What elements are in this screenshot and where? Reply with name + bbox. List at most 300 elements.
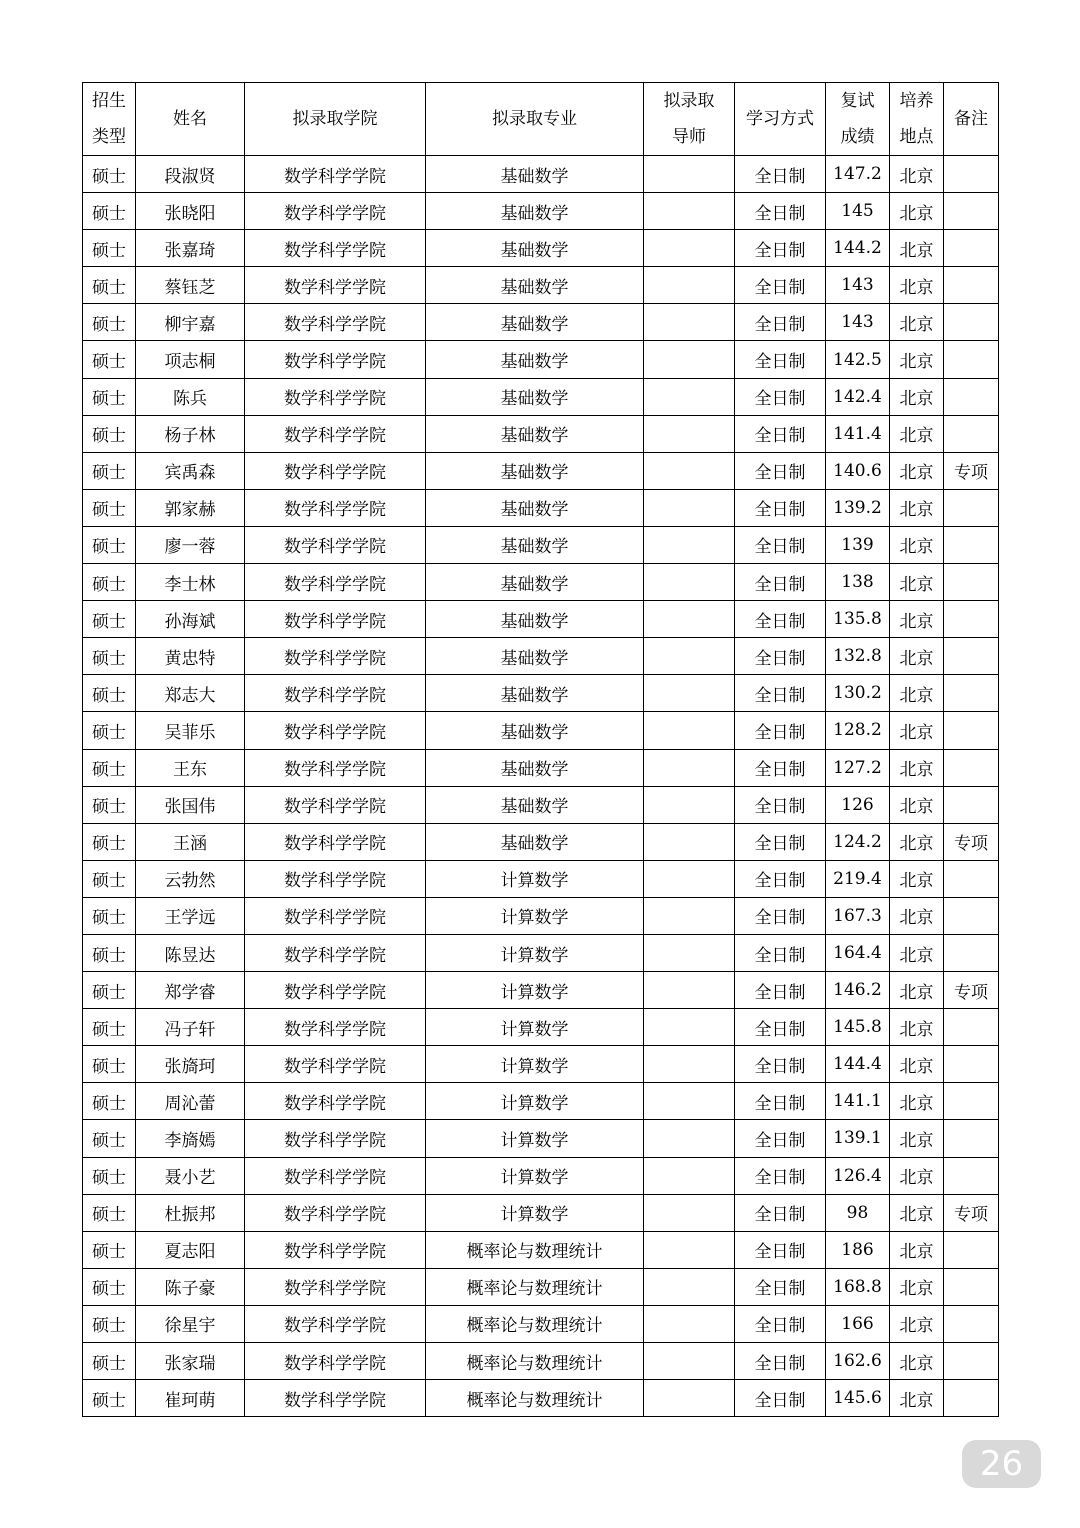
cell-score: 167.3 — [826, 897, 890, 934]
cell-mode: 全日制 — [735, 1194, 826, 1231]
cell-score: 186 — [826, 1231, 890, 1268]
cell-note — [944, 601, 999, 638]
cell-major: 基础数学 — [426, 712, 644, 749]
cell-name: 李士林 — [136, 564, 245, 601]
cell-location: 北京 — [890, 378, 944, 415]
cell-location: 北京 — [890, 601, 944, 638]
table-row — [83, 712, 999, 749]
cell-mode: 全日制 — [735, 1343, 826, 1380]
cell-mode: 全日制 — [735, 1268, 826, 1305]
cell-note — [944, 1009, 999, 1046]
cell-college: 数学科学学院 — [245, 564, 426, 601]
table-row — [83, 1083, 999, 1120]
cell-score: 126 — [826, 786, 890, 823]
cell-major: 概率论与数理统计 — [426, 1343, 644, 1380]
cell-major: 计算数学 — [426, 1083, 644, 1120]
cell-score: 98 — [826, 1194, 890, 1231]
cell-location: 北京 — [890, 860, 944, 897]
cell-advisor — [644, 564, 735, 601]
cell-college: 数学科学学院 — [245, 823, 426, 860]
header-mode: 学习方式 — [735, 83, 826, 156]
cell-type: 硕士 — [83, 972, 136, 1009]
table-row — [83, 415, 999, 452]
cell-college: 数学科学学院 — [245, 415, 426, 452]
cell-location: 北京 — [890, 972, 944, 1009]
cell-location: 北京 — [890, 823, 944, 860]
cell-note — [944, 1120, 999, 1157]
cell-location: 北京 — [890, 156, 944, 193]
cell-major: 基础数学 — [426, 378, 644, 415]
cell-mode: 全日制 — [735, 934, 826, 971]
cell-name: 王学远 — [136, 897, 245, 934]
cell-advisor — [644, 638, 735, 675]
cell-major: 基础数学 — [426, 564, 644, 601]
cell-name: 张国伟 — [136, 786, 245, 823]
cell-advisor — [644, 1157, 735, 1194]
cell-mode: 全日制 — [735, 156, 826, 193]
cell-type: 硕士 — [83, 1268, 136, 1305]
cell-advisor — [644, 823, 735, 860]
cell-location: 北京 — [890, 749, 944, 786]
cell-mode: 全日制 — [735, 193, 826, 230]
cell-score: 141.4 — [826, 415, 890, 452]
cell-note: 专项 — [944, 972, 999, 1009]
cell-name: 夏志阳 — [136, 1231, 245, 1268]
admission-table — [82, 82, 999, 1417]
cell-location: 北京 — [890, 452, 944, 489]
header-location-line-2: 地点 — [899, 127, 934, 147]
cell-advisor — [644, 601, 735, 638]
cell-note — [944, 564, 999, 601]
table-row — [83, 564, 999, 601]
cell-major: 计算数学 — [426, 1157, 644, 1194]
cell-mode: 全日制 — [735, 823, 826, 860]
cell-name: 吴菲乐 — [136, 712, 245, 749]
cell-advisor — [644, 972, 735, 1009]
cell-mode: 全日制 — [735, 712, 826, 749]
cell-score: 139 — [826, 526, 890, 563]
table-row — [83, 378, 999, 415]
cell-advisor — [644, 415, 735, 452]
cell-college: 数学科学学院 — [245, 193, 426, 230]
cell-location: 北京 — [890, 1120, 944, 1157]
cell-type: 硕士 — [83, 378, 136, 415]
cell-type: 硕士 — [83, 601, 136, 638]
cell-advisor — [644, 786, 735, 823]
cell-advisor — [644, 1083, 735, 1120]
cell-major: 计算数学 — [426, 860, 644, 897]
cell-score: 147.2 — [826, 156, 890, 193]
cell-advisor — [644, 304, 735, 341]
cell-major: 基础数学 — [426, 304, 644, 341]
cell-type: 硕士 — [83, 823, 136, 860]
cell-location: 北京 — [890, 564, 944, 601]
table-row — [83, 675, 999, 712]
cell-score: 219.4 — [826, 860, 890, 897]
cell-location: 北京 — [890, 1343, 944, 1380]
cell-college: 数学科学学院 — [245, 749, 426, 786]
table-header — [83, 83, 999, 156]
cell-major: 基础数学 — [426, 193, 644, 230]
header-advisor — [644, 83, 735, 156]
cell-type: 硕士 — [83, 304, 136, 341]
cell-score: 127.2 — [826, 749, 890, 786]
cell-major: 基础数学 — [426, 489, 644, 526]
table-row — [83, 1231, 999, 1268]
cell-location: 北京 — [890, 230, 944, 267]
table-row — [83, 156, 999, 193]
cell-location: 北京 — [890, 934, 944, 971]
cell-college: 数学科学学院 — [245, 304, 426, 341]
cell-location: 北京 — [890, 267, 944, 304]
table-row — [83, 267, 999, 304]
table-body — [83, 156, 999, 1417]
cell-note — [944, 230, 999, 267]
cell-name: 张嘉琦 — [136, 230, 245, 267]
cell-major: 基础数学 — [426, 638, 644, 675]
cell-mode: 全日制 — [735, 341, 826, 378]
cell-college: 数学科学学院 — [245, 934, 426, 971]
header-score-line-1: 复试 — [840, 91, 875, 111]
table-row — [83, 601, 999, 638]
cell-score: 166 — [826, 1305, 890, 1342]
cell-note — [944, 712, 999, 749]
cell-major: 计算数学 — [426, 934, 644, 971]
cell-score: 130.2 — [826, 675, 890, 712]
cell-college: 数学科学学院 — [245, 230, 426, 267]
cell-note — [944, 1231, 999, 1268]
cell-name: 张晓阳 — [136, 193, 245, 230]
cell-advisor — [644, 378, 735, 415]
table-row — [83, 1268, 999, 1305]
table-row — [83, 972, 999, 1009]
cell-type: 硕士 — [83, 1046, 136, 1083]
cell-location: 北京 — [890, 526, 944, 563]
cell-type: 硕士 — [83, 1194, 136, 1231]
table-row — [83, 1380, 999, 1417]
cell-name: 郭家赫 — [136, 489, 245, 526]
cell-note — [944, 526, 999, 563]
cell-name: 陈昱达 — [136, 934, 245, 971]
cell-mode: 全日制 — [735, 1009, 826, 1046]
table-row — [83, 526, 999, 563]
cell-location: 北京 — [890, 1083, 944, 1120]
cell-location: 北京 — [890, 1157, 944, 1194]
cell-advisor — [644, 156, 735, 193]
cell-college: 数学科学学院 — [245, 452, 426, 489]
cell-name: 柳宇嘉 — [136, 304, 245, 341]
table-row — [83, 193, 999, 230]
cell-advisor — [644, 1231, 735, 1268]
cell-score: 143 — [826, 304, 890, 341]
cell-score: 126.4 — [826, 1157, 890, 1194]
cell-college: 数学科学学院 — [245, 1009, 426, 1046]
header-location-line-1: 培养 — [899, 91, 934, 111]
cell-college: 数学科学学院 — [245, 712, 426, 749]
header-row — [83, 83, 999, 156]
cell-score: 144.2 — [826, 230, 890, 267]
cell-advisor — [644, 193, 735, 230]
cell-college: 数学科学学院 — [245, 897, 426, 934]
cell-score: 145.8 — [826, 1009, 890, 1046]
cell-location: 北京 — [890, 638, 944, 675]
cell-location: 北京 — [890, 304, 944, 341]
cell-college: 数学科学学院 — [245, 786, 426, 823]
cell-type: 硕士 — [83, 1343, 136, 1380]
cell-note — [944, 1157, 999, 1194]
cell-type: 硕士 — [83, 415, 136, 452]
cell-mode: 全日制 — [735, 489, 826, 526]
cell-mode: 全日制 — [735, 230, 826, 267]
cell-name: 冯子轩 — [136, 1009, 245, 1046]
cell-name: 蔡钰芝 — [136, 267, 245, 304]
cell-advisor — [644, 1194, 735, 1231]
cell-name: 陈子豪 — [136, 1268, 245, 1305]
cell-name: 周沁蕾 — [136, 1083, 245, 1120]
header-note: 备注 — [944, 83, 999, 156]
table-row — [83, 1157, 999, 1194]
cell-note: 专项 — [944, 823, 999, 860]
cell-location: 北京 — [890, 1046, 944, 1083]
cell-type: 硕士 — [83, 712, 136, 749]
table-row — [83, 1343, 999, 1380]
cell-major: 基础数学 — [426, 786, 644, 823]
cell-note — [944, 786, 999, 823]
cell-major: 基础数学 — [426, 823, 644, 860]
cell-location: 北京 — [890, 1380, 944, 1417]
cell-type: 硕士 — [83, 564, 136, 601]
table-row — [83, 489, 999, 526]
cell-type: 硕士 — [83, 675, 136, 712]
cell-note — [944, 934, 999, 971]
cell-college: 数学科学学院 — [245, 1343, 426, 1380]
cell-college: 数学科学学院 — [245, 1157, 426, 1194]
cell-name: 孙海斌 — [136, 601, 245, 638]
cell-mode: 全日制 — [735, 638, 826, 675]
cell-type: 硕士 — [83, 860, 136, 897]
cell-name: 杨子林 — [136, 415, 245, 452]
cell-type: 硕士 — [83, 1083, 136, 1120]
cell-mode: 全日制 — [735, 749, 826, 786]
cell-note — [944, 1046, 999, 1083]
cell-note — [944, 675, 999, 712]
cell-note — [944, 897, 999, 934]
cell-note — [944, 415, 999, 452]
cell-advisor — [644, 1305, 735, 1342]
table-row — [83, 452, 999, 489]
cell-score: 139.1 — [826, 1120, 890, 1157]
cell-note — [944, 1380, 999, 1417]
cell-mode: 全日制 — [735, 601, 826, 638]
cell-name: 廖一蓉 — [136, 526, 245, 563]
cell-advisor — [644, 267, 735, 304]
cell-college: 数学科学学院 — [245, 675, 426, 712]
cell-location: 北京 — [890, 341, 944, 378]
table-row — [83, 1120, 999, 1157]
cell-note — [944, 1083, 999, 1120]
cell-score: 143 — [826, 267, 890, 304]
cell-mode: 全日制 — [735, 1305, 826, 1342]
cell-location: 北京 — [890, 415, 944, 452]
cell-major: 概率论与数理统计 — [426, 1231, 644, 1268]
cell-location: 北京 — [890, 1009, 944, 1046]
cell-college: 数学科学学院 — [245, 860, 426, 897]
cell-score: 139.2 — [826, 489, 890, 526]
cell-mode: 全日制 — [735, 452, 826, 489]
table-row — [83, 823, 999, 860]
cell-type: 硕士 — [83, 1157, 136, 1194]
cell-location: 北京 — [890, 786, 944, 823]
cell-type: 硕士 — [83, 934, 136, 971]
cell-advisor — [644, 1380, 735, 1417]
cell-score: 144.4 — [826, 1046, 890, 1083]
cell-major: 基础数学 — [426, 267, 644, 304]
cell-name: 段淑贤 — [136, 156, 245, 193]
cell-mode: 全日制 — [735, 1380, 826, 1417]
cell-type: 硕士 — [83, 1305, 136, 1342]
cell-advisor — [644, 341, 735, 378]
cell-college: 数学科学学院 — [245, 489, 426, 526]
cell-name: 王东 — [136, 749, 245, 786]
cell-mode: 全日制 — [735, 1083, 826, 1120]
cell-college: 数学科学学院 — [245, 1305, 426, 1342]
cell-location: 北京 — [890, 1231, 944, 1268]
cell-note — [944, 193, 999, 230]
cell-score: 128.2 — [826, 712, 890, 749]
cell-location: 北京 — [890, 489, 944, 526]
cell-major: 基础数学 — [426, 452, 644, 489]
table-row — [83, 1305, 999, 1342]
cell-mode: 全日制 — [735, 786, 826, 823]
cell-major: 计算数学 — [426, 1194, 644, 1231]
table-row — [83, 786, 999, 823]
cell-major: 基础数学 — [426, 749, 644, 786]
cell-major: 计算数学 — [426, 1120, 644, 1157]
cell-major: 基础数学 — [426, 675, 644, 712]
cell-mode: 全日制 — [735, 1231, 826, 1268]
cell-major: 基础数学 — [426, 156, 644, 193]
table-row — [83, 1194, 999, 1231]
cell-major: 基础数学 — [426, 526, 644, 563]
cell-note — [944, 304, 999, 341]
cell-note — [944, 860, 999, 897]
table-row — [83, 230, 999, 267]
header-type-line-1: 招生 — [92, 91, 126, 111]
cell-name: 张旖珂 — [136, 1046, 245, 1083]
cell-mode: 全日制 — [735, 526, 826, 563]
header-type — [83, 83, 136, 156]
cell-name: 聂小艺 — [136, 1157, 245, 1194]
cell-type: 硕士 — [83, 156, 136, 193]
cell-note — [944, 1305, 999, 1342]
cell-note — [944, 267, 999, 304]
cell-name: 崔珂萌 — [136, 1380, 245, 1417]
cell-college: 数学科学学院 — [245, 1120, 426, 1157]
cell-location: 北京 — [890, 1194, 944, 1231]
table-row — [83, 749, 999, 786]
cell-major: 计算数学 — [426, 1046, 644, 1083]
cell-score: 135.8 — [826, 601, 890, 638]
header-advisor-line-1: 拟录取 — [663, 91, 715, 111]
cell-score: 132.8 — [826, 638, 890, 675]
cell-note — [944, 489, 999, 526]
cell-type: 硕士 — [83, 1120, 136, 1157]
cell-advisor — [644, 675, 735, 712]
cell-type: 硕士 — [83, 1009, 136, 1046]
cell-type: 硕士 — [83, 786, 136, 823]
cell-note — [944, 638, 999, 675]
cell-advisor — [644, 230, 735, 267]
cell-mode: 全日制 — [735, 897, 826, 934]
table-row — [83, 934, 999, 971]
cell-location: 北京 — [890, 897, 944, 934]
cell-score: 142.5 — [826, 341, 890, 378]
cell-score: 164.4 — [826, 934, 890, 971]
cell-note — [944, 749, 999, 786]
cell-major: 基础数学 — [426, 230, 644, 267]
cell-location: 北京 — [890, 1305, 944, 1342]
page-number-badge: 26 — [962, 1440, 1041, 1488]
cell-mode: 全日制 — [735, 267, 826, 304]
cell-type: 硕士 — [83, 1231, 136, 1268]
cell-name: 郑志大 — [136, 675, 245, 712]
cell-type: 硕士 — [83, 489, 136, 526]
cell-score: 124.2 — [826, 823, 890, 860]
table-row — [83, 1046, 999, 1083]
cell-score: 138 — [826, 564, 890, 601]
cell-name: 张家瑞 — [136, 1343, 245, 1380]
cell-score: 168.8 — [826, 1268, 890, 1305]
header-name: 姓名 — [136, 83, 245, 156]
cell-major: 计算数学 — [426, 1009, 644, 1046]
cell-college: 数学科学学院 — [245, 341, 426, 378]
cell-score: 145.6 — [826, 1380, 890, 1417]
cell-type: 硕士 — [83, 638, 136, 675]
cell-location: 北京 — [890, 712, 944, 749]
cell-type: 硕士 — [83, 193, 136, 230]
cell-type: 硕士 — [83, 1380, 136, 1417]
cell-name: 李旖嫣 — [136, 1120, 245, 1157]
cell-name: 云勃然 — [136, 860, 245, 897]
cell-advisor — [644, 526, 735, 563]
cell-advisor — [644, 934, 735, 971]
cell-name: 宾禹森 — [136, 452, 245, 489]
cell-mode: 全日制 — [735, 415, 826, 452]
cell-type: 硕士 — [83, 526, 136, 563]
cell-name: 陈兵 — [136, 378, 245, 415]
header-type-line-2: 类型 — [92, 127, 126, 147]
cell-location: 北京 — [890, 1268, 944, 1305]
cell-mode: 全日制 — [735, 972, 826, 1009]
cell-name: 杜振邦 — [136, 1194, 245, 1231]
cell-college: 数学科学学院 — [245, 1083, 426, 1120]
cell-name: 郑学睿 — [136, 972, 245, 1009]
cell-advisor — [644, 1268, 735, 1305]
table-row — [83, 304, 999, 341]
cell-note — [944, 1268, 999, 1305]
cell-college: 数学科学学院 — [245, 1046, 426, 1083]
cell-advisor — [644, 749, 735, 786]
cell-score: 145 — [826, 193, 890, 230]
cell-college: 数学科学学院 — [245, 1194, 426, 1231]
cell-note — [944, 341, 999, 378]
cell-mode: 全日制 — [735, 1157, 826, 1194]
cell-major: 基础数学 — [426, 341, 644, 378]
cell-name: 项志桐 — [136, 341, 245, 378]
cell-mode: 全日制 — [735, 378, 826, 415]
cell-note — [944, 378, 999, 415]
cell-college: 数学科学学院 — [245, 972, 426, 1009]
